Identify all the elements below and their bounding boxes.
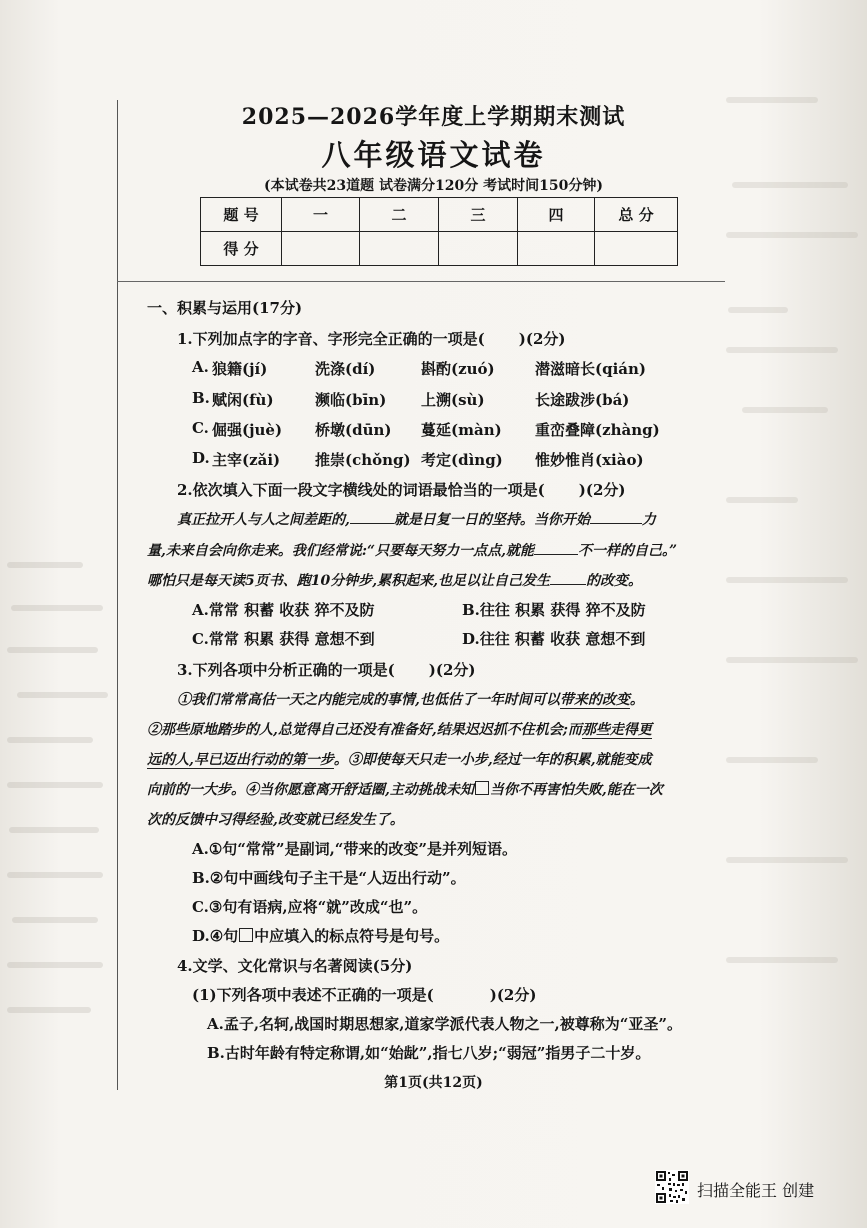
- score-table-cell: 总 分: [595, 198, 678, 232]
- q1-option-b-word2: 濒临(bīn): [315, 391, 387, 409]
- q3-passage-line2: [147, 719, 652, 739]
- question-3-stem: [177, 659, 476, 680]
- q3-passage-text: 。③即使每天只走一小步,经过一年的积累,就能变成: [333, 752, 652, 768]
- score-table-cell: 一: [282, 198, 360, 232]
- q2-blank-1: [350, 509, 394, 524]
- q1-option-b-word1: 赋闲(fù): [212, 391, 274, 409]
- q2-blank-2: [590, 509, 642, 524]
- score-table-cell: 得 分: [201, 232, 282, 266]
- q3-option-a: A.①句“常常”是副词,“带来的改变”是并列短语。: [192, 840, 518, 858]
- q2-blank-4: [550, 570, 586, 585]
- score-blank-cell: [439, 232, 518, 266]
- q3-underlined-sentence: 那些走得更: [581, 722, 652, 738]
- q2-option-c: C.常常 积累 获得 意想不到: [192, 630, 375, 648]
- score-table-cell: 题 号: [201, 198, 282, 232]
- q1-option-b-letter: B.: [192, 389, 210, 407]
- question-1-stem-text: 1.下列加点字的字音、字形完全正确的一项是(: [177, 330, 485, 348]
- q3-passage-text: 当你不再害怕失败,能在一次: [489, 782, 663, 798]
- page-number: 第1页(共12页): [384, 1075, 483, 1091]
- q3-option-c: C.③句有语病,应将“就”改成“也”。: [192, 898, 428, 916]
- scanner-watermark-text: 扫描全能王 创建: [697, 1181, 815, 1200]
- question-4-sub1-points: )(2分): [489, 986, 537, 1004]
- q3-passage-line3: [147, 749, 652, 769]
- section-heading: 一、积累与运用(17分): [147, 299, 303, 317]
- score-table-cell: 三: [439, 198, 518, 232]
- q2-passage-text: 真正拉开人与人之间差距的,: [177, 512, 350, 528]
- score-table-cell: 二: [360, 198, 439, 232]
- question-4-sub1-text: (1)下列各项中表述不正确的一项是(: [192, 986, 434, 1004]
- q1-option-c-word3: 蔓延(màn): [421, 421, 502, 439]
- question-2-stem: [177, 479, 626, 500]
- question-1-points: )(2分): [518, 330, 566, 348]
- q1-option-d-letter: D.: [192, 449, 210, 467]
- qr-code-icon: [655, 1170, 689, 1204]
- question-3-stem-text: 3.下列各项中分析正确的一项是(: [177, 661, 395, 679]
- score-blank-cell: [360, 232, 439, 266]
- q2-passage-line1: [177, 509, 656, 529]
- q1-option-b-word4: 长途跋涉(bá): [535, 391, 630, 409]
- q1-option-d-word4: 惟妙惟肖(xiào): [535, 451, 644, 469]
- score-blank-cell: [282, 232, 360, 266]
- q3-passage-text: ①我们常常高估一天之内能完成的事情,也低估了一年时间可以: [177, 692, 560, 708]
- question-4-heading: 4.文学、文化常识与名著阅读(5分): [177, 957, 413, 975]
- score-blank-cell: [518, 232, 595, 266]
- question-3-points: )(2分): [428, 661, 476, 679]
- blank-box: [475, 781, 489, 795]
- q1-option-c-word4: 重峦叠障(zhàng): [535, 421, 660, 439]
- q3-underlined-phrase: 带来的改变: [559, 692, 630, 708]
- q1-option-d-word1: 主宰(zǎi): [212, 451, 281, 469]
- q3-passage-text: 。: [629, 692, 644, 708]
- q4-option-b: B.古时年龄有特定称谓,如“始龀”,指七八岁;“弱冠”指男子二十岁。: [207, 1044, 651, 1062]
- q1-option-a-word1: 狼籍(jí): [212, 360, 268, 378]
- score-blank-cell: [595, 232, 678, 266]
- question-4-sub1-stem: [192, 984, 536, 1005]
- q3-option-d-text: D.④句: [192, 927, 239, 945]
- q3-passage-line1: [177, 689, 644, 709]
- section-divider: [117, 281, 725, 282]
- exam-title-line2: 八年级语文试卷: [321, 138, 546, 172]
- q2-passage-text: 的改变。: [585, 573, 642, 589]
- q2-option-b: B.往往 积累 获得 猝不及防: [462, 601, 646, 619]
- score-table-cell: 四: [518, 198, 595, 232]
- q2-passage-line2: [147, 540, 677, 560]
- q1-option-c-word2: 桥墩(dūn): [315, 421, 392, 439]
- score-table-header-row: [201, 198, 678, 232]
- q3-option-d: [192, 925, 449, 946]
- q1-option-a-word2: 洗涤(dí): [315, 360, 376, 378]
- q3-passage-line5: 次的反馈中习得经验,改变就已经发生了。: [147, 812, 404, 828]
- q1-option-d-word2: 推崇(chǒng): [315, 451, 411, 469]
- q1-option-c-word1: 倔强(juè): [212, 421, 283, 439]
- q2-passage-text: 哪怕只是每天读5页书、跑10分钟步,累积起来,也足以让自己发生: [147, 573, 550, 589]
- q3-underlined-sentence: 远的人,早已迈出行动的第一步: [147, 752, 334, 768]
- q4-option-a: A.孟子,名轲,战国时期思想家,道家学派代表人物之一,被尊称为“亚圣”。: [207, 1015, 683, 1033]
- q2-passage-text: 量,未来自会向你走来。我们经常说:“只要每天努力一点点,就能: [147, 543, 534, 559]
- blank-box: [239, 928, 253, 942]
- q1-option-c-letter: C.: [192, 419, 209, 437]
- q3-option-d-text: 中应填入的标点符号是句号。: [254, 927, 450, 945]
- q1-option-a-word3: 斟酌(zuó): [421, 360, 495, 378]
- q2-passage-text: 力: [641, 512, 656, 528]
- q2-option-a: A.常常 积蓄 收获 猝不及防: [192, 601, 375, 619]
- exam-title-line1: 2025—2026学年度上学期期末测试: [241, 104, 626, 130]
- q2-blank-3: [534, 540, 578, 555]
- q2-passage-text: 就是日复一日的坚持。当你开始: [393, 512, 590, 528]
- q2-passage-text: 不一样的自己。”: [577, 543, 678, 559]
- q1-option-d-word3: 考定(dìng): [421, 451, 503, 469]
- q1-option-a-word4: 潜滋暗长(qián): [535, 360, 647, 378]
- exam-subtitle: (本试卷共23道题 试卷满分120分 考试时间150分钟): [264, 178, 603, 194]
- q3-passage-text: ②那些原地踏步的人,总觉得自己还没有准备好,结果迟迟抓不住机会;而: [147, 722, 582, 738]
- q2-passage-line3: [147, 570, 642, 590]
- q1-option-b-word3: 上溯(sù): [421, 391, 485, 409]
- q3-option-b: B.②句中画线句子主干是“人迈出行动”。: [192, 869, 466, 887]
- q3-passage-text: 向前的一大步。④当你愿意离开舒适圈,主动挑战未知: [147, 782, 474, 798]
- question-2-points: )(2分): [578, 481, 626, 499]
- score-table-score-row: [201, 232, 678, 266]
- question-2-stem-text: 2.依次填入下面一段文字横线处的词语最恰当的一项是(: [177, 481, 545, 499]
- question-1-stem: [177, 328, 566, 349]
- q3-passage-line4: [147, 779, 663, 799]
- q2-option-d: D.往往 积蓄 收获 意想不到: [462, 630, 646, 648]
- score-table: [200, 197, 678, 266]
- q1-option-a-letter: A.: [192, 358, 209, 376]
